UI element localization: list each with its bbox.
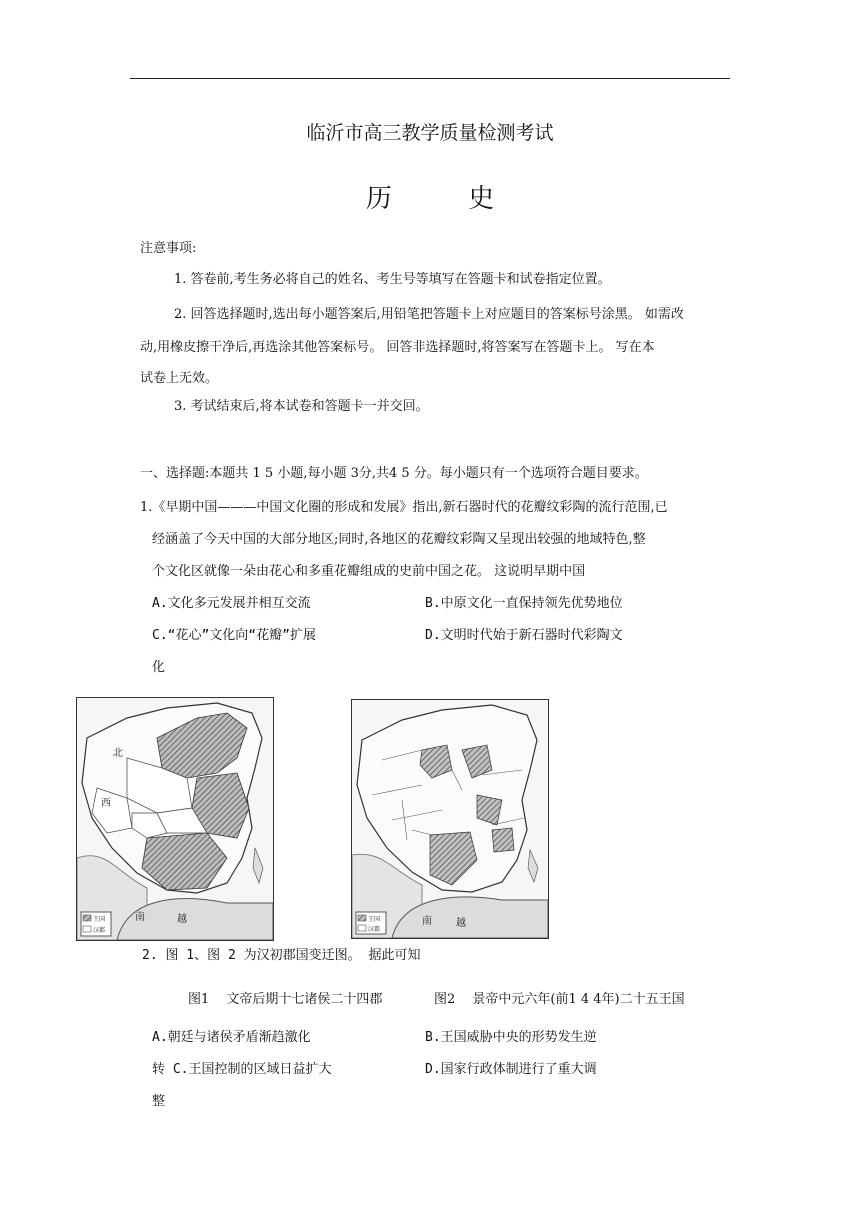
q2-option-b-cont-and-c: 转 C.王国控制的区域日益扩大 [152, 1062, 332, 1077]
map-figure-2 [351, 699, 549, 939]
map-1-label-bei: 北 [113, 748, 123, 759]
notice-item-1: 1. 答卷前,考生务必将自己的姓名、考生号等填写在答题卡和试卷指定位置。 [174, 272, 611, 287]
notice-item-2-line-3: 试卷上无效。 [140, 371, 219, 386]
map-1-legend-kingdom: 王国 [93, 916, 106, 923]
section-1-heading: 一、选择题:本题共 1 5 小题,每小题 3分,共4 5 分。每小题只有一个选项符合题目要求。 [140, 466, 648, 481]
map-1-legend-commandery: 汉郡 [93, 927, 106, 934]
notice-heading: 注意事项: [140, 241, 197, 256]
map-2-drawing [352, 700, 548, 938]
q1-option-c: C.“花心”文化向“花瓣”扩展 [152, 628, 316, 643]
subject-title: 历 史 [365, 184, 529, 214]
q1-option-a: A.文化多元发展并相互交流 [152, 596, 311, 611]
map-2-legend-commandery: 汉郡 [368, 926, 381, 933]
map-1-label-nan: 南 [135, 912, 145, 923]
header-rule [130, 78, 730, 79]
map-1-label-yue: 越 [177, 914, 187, 925]
map-1-label-xi: 西 [101, 798, 111, 809]
q1-line-1: 1.《早期中国———中国文化圈的形成和发展》指出,新石器时代的花瓣纹彩陶的流行范围,已 [140, 500, 668, 515]
q1-line-3: 个文化区就像一朵由花心和多重花瓣组成的史前中国之花。 这说明早期中国 [152, 564, 586, 579]
map-figure-1 [76, 697, 274, 941]
q2-option-b: B.王国威胁中央的形势发生逆 [425, 1030, 597, 1045]
map-2-legend-swatch-commandery [358, 925, 366, 931]
map-2-legend-swatch-kingdom [358, 915, 366, 921]
q1-option-d: D.文明时代始于新石器时代彩陶文 [425, 628, 623, 643]
map-1-caption: 图1 文帝后期十七诸侯二十四郡 [188, 992, 383, 1007]
exam-title: 临沂市高三教学质量检测考试 [306, 122, 554, 144]
q2-option-a: A.朝廷与诸侯矛盾渐趋激化 [152, 1030, 311, 1045]
map-2-label-yue: 越 [456, 918, 466, 929]
map-1-drawing [77, 698, 273, 940]
q2-option-d-continued: 整 [152, 1094, 166, 1109]
map-2-legend-kingdom: 王国 [368, 916, 381, 923]
q2-stem: 2. 图 1、图 2 为汉初郡国变迁图。 据此可知 [142, 948, 421, 963]
q1-option-b: B.中原文化一直保持领先优势地位 [425, 596, 623, 611]
q1-line-2: 经涵盖了今天中国的大部分地区;同时,各地区的花瓣纹彩陶又呈现出较强的地域特色,整 [152, 532, 646, 547]
map-1-legend-swatch-commandery [83, 926, 91, 932]
map-2-label-nan: 南 [422, 916, 432, 927]
map-1-legend-swatch-kingdom [83, 915, 91, 921]
notice-item-3: 3. 考试结束后,将本试卷和答题卡一并交回。 [174, 399, 429, 414]
q1-option-c-continued: 化 [152, 660, 166, 675]
notice-item-2-line-2: 动,用橡皮擦干净后,再选涂其他答案标号。 回答非选择题时,将答案写在答题卡上。 写在本 [140, 340, 655, 355]
notice-item-2-line-1: 2. 回答选择题时,选出每小题答案后,用铅笔把答题卡上对应题目的答案标号涂黑。 如需改 [174, 307, 684, 322]
q2-option-d: D.国家行政体制进行了重大调 [425, 1062, 597, 1077]
map-2-caption: 图2 景帝中元六年(前1 4 4年)二十五王国 [434, 992, 685, 1007]
